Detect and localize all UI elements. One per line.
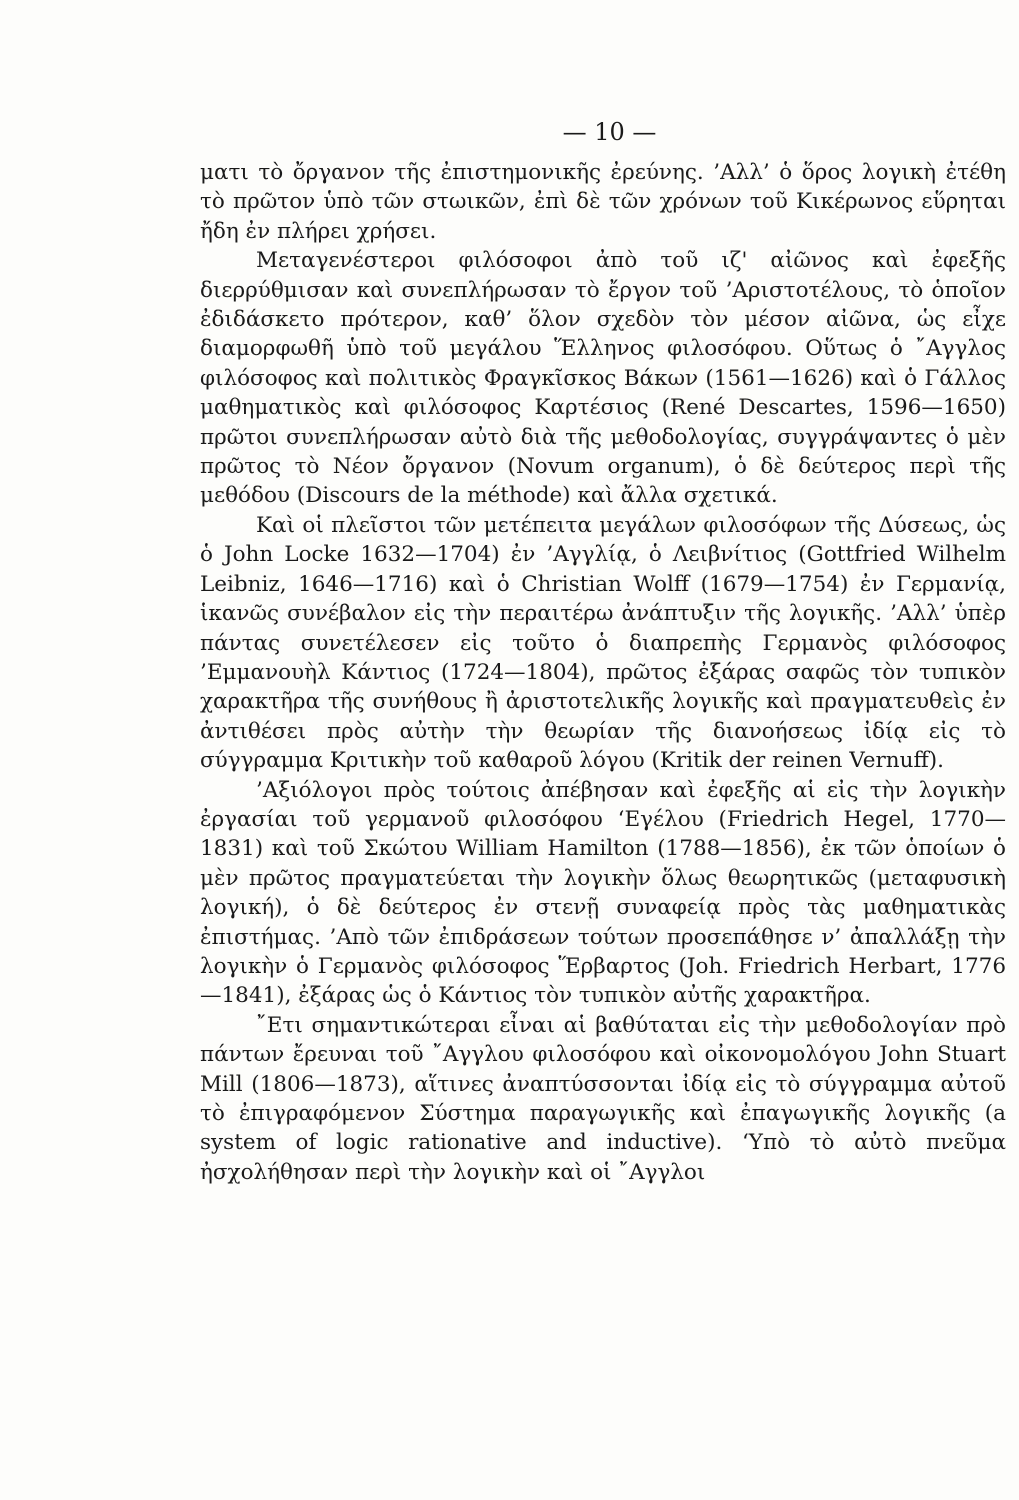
paragraph: ’Αξιόλογοι πρὸς τούτοις ἀπέβησαν καὶ ἐφεξῆς αἱ εἰς τὴν λογικὴν ἐργασίαι τοῦ γερμανοῦ φιλοσόφου ‘Εγέλου (Friedrich Hegel, 1770—1831) καὶ τοῦ Σκώτου William Hamilton (1788—1856), ἐκ τῶν ὁποίων ὁ μὲν πρῶτος πραγματεύεται τὴν λογικὴν ὅλως θεωρητικῶς (μεταφυσικὴ λογική), ὁ δὲ δεύτερος ἐν στενῇ συναφείᾳ πρὸς τὰς μαθηματικὰς ἐπιστήμας. ’Απὸ τῶν ἐπιδράσεων τούτων προσεπάθησε ν’ ἀπαλλάξῃ τὴν λογικὴν ὁ Γερμανὸς φιλόσοφος Ἕρβαρτος (Joh. Friedrich Herbart, 1776—1841), ἐξάρας ὡς ὁ Κάντιος τὸν τυπικὸν αὐτῆς χαρακτῆρα. bbox=[200, 777, 1006, 1009]
paragraph: ῎Ετι σημαντικώτεραι εἶναι αἱ βαθύταται εἰς τὴν μεθοδολογίαν πρὸ πάντων ἔρευναι τοῦ ῎Αγγλου φιλοσόφου καὶ οἰκονομολόγου John Stuart Mill (1806—1873), αἵτινες ἀναπτύσσονται ἰδίᾳ εἰς τὸ σύγγραμμα αὐτοῦ τὸ ἐπιγραφόμενον Σύστημα παραγωγικῆς καὶ ἐπαγωγικῆς λογικῆς (a system of logic rationative and inductive). ‘Υπὸ τὸ αὐτὸ πνεῦμα ἠσχολήθησαν περὶ τὴν λογικὴν καὶ οἱ ῎Αγγλοι bbox=[200, 1012, 1006, 1185]
paragraph: Καὶ οἱ πλεῖστοι τῶν μετέπειτα μεγάλων φιλοσόφων τῆς Δύσεως, ὡς ὁ John Locke 1632—1704) ἐν ’Αγγλίᾳ, ὁ Λειβνίτιος (Gottfried Wilhelm Leibniz, 1646—1716) καὶ ὁ Christian Wolff (1679—1754) ἐν Γερμανίᾳ, ἱκανῶς συνέβαλον εἰς τὴν περαιτέρω ἀνάπτυξιν τῆς λογικῆς. ’Αλλ’ ὑπὲρ πάντας συνετέλεσεν εἰς τοῦτο ὁ διαπρεπὴς Γερμανὸς φιλόσοφος ’Εμμανουὴλ Κάντιος (1724—1804), πρῶτος ἐξάρας σαφῶς τὸν τυπικὸν χαρακτῆρα τῆς συνήθους ἢ ἀριστοτελικῆς λογικῆς καὶ πραγματευθεὶς ἐν ἀντιθέσει πρὸς αὐτὴν τὴν θεωρίαν τῆς διανοήσεως ἰδίᾳ εἰς τὸ σύγγραμμα Κριτικὴν τοῦ καθαροῦ λόγου (Kritik der reinen Vernuff). bbox=[200, 512, 1006, 774]
page-number: — 10 — bbox=[562, 118, 657, 146]
body-text bbox=[200, 158, 1006, 1187]
paragraph-continuation: ματι τὸ ὄργανον τῆς ἐπιστημονικῆς ἐρεύνης. ’Αλλ’ ὁ ὅρος λογικὴ ἐτέθη τὸ πρῶτον ὑπὸ τῶν στωικῶν, ἐπὶ δὲ τῶν χρόνων τοῦ Κικέρωνος εὕρηται ἤδη ἐν πλήρει χρήσει. bbox=[200, 160, 1006, 244]
paragraph: Μεταγενέστεροι φιλόσοφοι ἀπὸ τοῦ ιζ' αἰῶνος καὶ ἐφεξῆς διερρύθμισαν καὶ συνεπλήρωσαν τὸ ἔργον τοῦ ’Αριστοτέλους, τὸ ὁποῖον ἐδιδάσκετο πρότερον, καθ’ ὅλον σχεδὸν τὸν μέσον αἰῶνα, ὡς εἶχε διαμορφωθῆ ὑπὸ τοῦ μεγάλου Ἕλληνος φιλοσόφου. Οὕτως ὁ ῎Αγγλος φιλόσοφος καὶ πολιτικὸς Φραγκῖσκος Βάκων (1561—1626) καὶ ὁ Γάλλος μαθηματικὸς καὶ φιλόσοφος Καρτέσιος (René Descartes, 1596—1650) πρῶτοι συνεπλήρωσαν αὐτὸ διὰ τῆς μεθοδολογίας, συγγράψαντες ὁ μὲν πρῶτος τὸ Νέον ὄργανον (Novum organum), ὁ δὲ δεύτερος περὶ τῆς μεθόδου (Discours de la méthode) καὶ ἄλλα σχετικά. bbox=[200, 248, 1006, 509]
